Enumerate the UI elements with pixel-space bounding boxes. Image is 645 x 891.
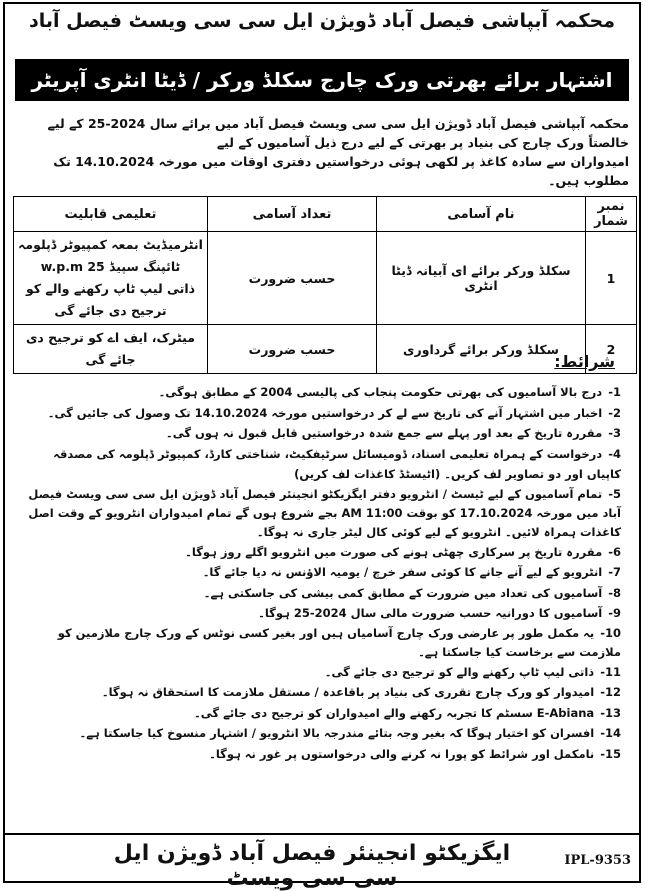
ipl-code: IPL-9353	[564, 853, 631, 868]
cell-qualification	[14, 325, 208, 374]
condition-number: 11-	[600, 664, 621, 679]
condition-item	[19, 744, 621, 765]
condition-number: 8-	[608, 585, 621, 600]
condition-number: 9-	[608, 606, 621, 620]
conditions-list	[19, 382, 621, 764]
condition-item	[19, 682, 621, 703]
condition-number: 12-	[600, 685, 621, 699]
condition-number: 1-	[608, 385, 621, 399]
cell-serial: 1	[586, 232, 637, 325]
header-qualification: تعلیمی قابلیت	[14, 197, 208, 232]
footer	[5, 833, 639, 891]
condition-text: امیدوار کو ورک چارج تقرری کی بنیاد پر باقاعدہ / مستقل ملازمت کا استحقاق نہ ہوگا۔	[101, 685, 595, 699]
cell-qualification	[14, 232, 208, 325]
posts-table	[13, 196, 637, 374]
advertisement-page	[3, 2, 641, 891]
condition-text: مقررہ تاریخ پر سرکاری چھٹی ہونے کی صورت میں انٹرویو اگلے روز ہوگا۔	[185, 544, 603, 559]
condition-text: انٹرویو کے لیے آنے جانے کا کوئی سفر خرچ / یومیہ الاؤنس نہ دیا جائے گا۔	[202, 565, 603, 579]
condition-number: 7-	[608, 565, 621, 579]
qualification-line: ذاتی لیپ ٹاپ رکھنے والے کو ترجیح دی جائے گی	[25, 281, 196, 318]
qualification-line: میٹرک، ایف اے کو ترجیح دی جائے گی	[25, 330, 196, 367]
condition-text: درخواست کے ہمراہ تعلیمی اسناد، ڈومیسائل سرٹیفکیٹ، شناختی کارڈ، کمپیوٹر ڈپلومہ کی مصدقہ کاپیاں اور دو تصاویر لف کریں۔ (اٹیسٹڈ کاغذات لف کریں)	[53, 446, 621, 481]
department-title: محکمہ آبپاشی فیصل آباد ڈویژن ایل سی سی ویسٹ فیصل آباد	[28, 10, 616, 32]
condition-number: 2-	[608, 405, 621, 420]
cell-serial: 2	[586, 325, 637, 374]
table-row	[14, 325, 637, 374]
qualification-line: ٹائپنگ سپیڈ 25 w.p.m	[40, 259, 181, 274]
cell-count: حسب ضرورت	[208, 232, 377, 325]
header-serial: نمبر شمار	[586, 197, 637, 232]
cell-count: حسب ضرورت	[208, 325, 377, 374]
condition-item	[19, 562, 621, 583]
condition-item	[19, 583, 621, 604]
table-row	[14, 232, 637, 325]
condition-text: آسامیوں کا دورانیہ حسب ضرورت مالی سال 2024-25 ہوگا۔	[258, 606, 603, 620]
condition-item	[19, 485, 621, 542]
intro-line: محکمہ آبپاشی فیصل آباد ڈویژن ایل سی سی ویسٹ فیصل آباد میں برائے سال 2024-25 کے لیے خالصتاً ورک چارج کی بنیاد پر بھرتی کے لیے درج ذیل آسامیوں کے لیے	[47, 116, 629, 150]
condition-text: یہ مکمل طور پر عارضی ورک چارج آسامیاں ہیں اور بغیر کسی نوٹس کے ورک چارج ملازمین کو ملازمت سے برخاست کیا جاسکتا ہے۔	[57, 625, 621, 659]
condition-text: افسران کو اختیار ہوگا کہ بغیر وجہ بتائے مندرجہ بالا انٹرویو / اشتہار منسوخ کیا جاسکتا ہے۔	[79, 726, 595, 740]
condition-item	[19, 662, 621, 683]
condition-item	[19, 624, 621, 662]
condition-number: 15-	[600, 746, 621, 761]
condition-item	[19, 723, 621, 744]
condition-item	[19, 382, 621, 403]
condition-number: 3-	[608, 426, 621, 440]
condition-number: 5-	[608, 486, 621, 501]
advertisement-banner: اشتہار برائے بھرتی ورک چارج سکلڈ ورکر / ڈیٹا انٹری آپریٹر	[15, 59, 629, 101]
condition-text: مقررہ تاریخ کے بعد اور پہلے سے جمع شدہ درخواستیں قابل قبول نہ ہوں گی۔	[165, 426, 603, 440]
cell-post: سکلڈ ورکر برائے ای آبیانہ ڈیٹا انٹری	[377, 232, 586, 325]
condition-number: 10-	[600, 625, 621, 640]
signatory-title: ایگزیکٹو انجینئر فیصل آباد ڈویژن ایل سی سی ویسٹ	[113, 841, 511, 891]
condition-text: E-Abiana سسٹم کا تجربہ رکھنے والے امیدواران کو ترجیح دی جائے گی۔	[194, 705, 595, 720]
condition-item	[19, 423, 621, 444]
header-post: نام آسامی	[377, 197, 586, 232]
condition-item	[19, 444, 621, 485]
condition-number: 13-	[600, 705, 621, 720]
condition-item	[19, 542, 621, 563]
conditions-heading: شرائط:	[554, 352, 615, 371]
qualification-line: انٹرمیڈیٹ بمعہ کمپیوٹر ڈپلومہ	[18, 237, 203, 252]
header-count: تعداد آسامی	[208, 197, 377, 232]
table-header-row	[14, 197, 637, 232]
condition-text: ذاتی لیپ ٹاپ رکھنے والے کو ترجیح دی جائے گی۔	[324, 664, 595, 679]
condition-item	[19, 703, 621, 724]
condition-number: 6-	[608, 544, 621, 559]
condition-text: آسامیوں کی تعداد میں ضرورت کے مطابق کمی بیشی کی جاسکتی ہے۔	[203, 585, 603, 600]
cell-post: سکلڈ ورکر برائے گرداوری	[377, 325, 586, 374]
condition-number: 14-	[600, 726, 621, 740]
condition-text: اخبار میں اشتہار آنے کی تاریخ سے لے کر درخواستیں مورخہ 14.10.2024 تک وصول کی جائیں گی۔	[47, 405, 603, 420]
condition-item	[19, 403, 621, 424]
condition-text: درج بالا آسامیوں کی بھرتی حکومت پنجاب کی پالیسی 2004 کے مطابق ہوگی۔	[158, 385, 603, 399]
intro-paragraph	[21, 114, 629, 190]
condition-number: 4-	[608, 446, 621, 461]
intro-line: امیدواران سے سادہ کاغذ پر لکھی ہوئی درخواستیں دفتری اوقات میں مورخہ 14.10.2024 تک مطلوب ہیں۔	[53, 154, 629, 188]
condition-item	[19, 603, 621, 624]
condition-text: تمام آسامیوں کے لیے ٹیسٹ / انٹرویو دفتر ایگزیکٹو انجینئر فیصل آباد ڈویژن ایل سی سی ویسٹ فیصل آباد میں مورخہ 17.10.2024 کو بوقت 11:00 AM بجے شروع ہوں گے تمام امیدواران انٹرویو کے وقت اصل کاغذات ہمراہ لائیں۔ انٹرویو کے لیے کوئی کال لیٹر جاری نہ ہوگا۔	[28, 486, 621, 539]
condition-text: نامکمل اور شرائط کو پورا نہ کرنے والی درخواستوں پر غور نہ ہوگا۔	[209, 746, 595, 761]
